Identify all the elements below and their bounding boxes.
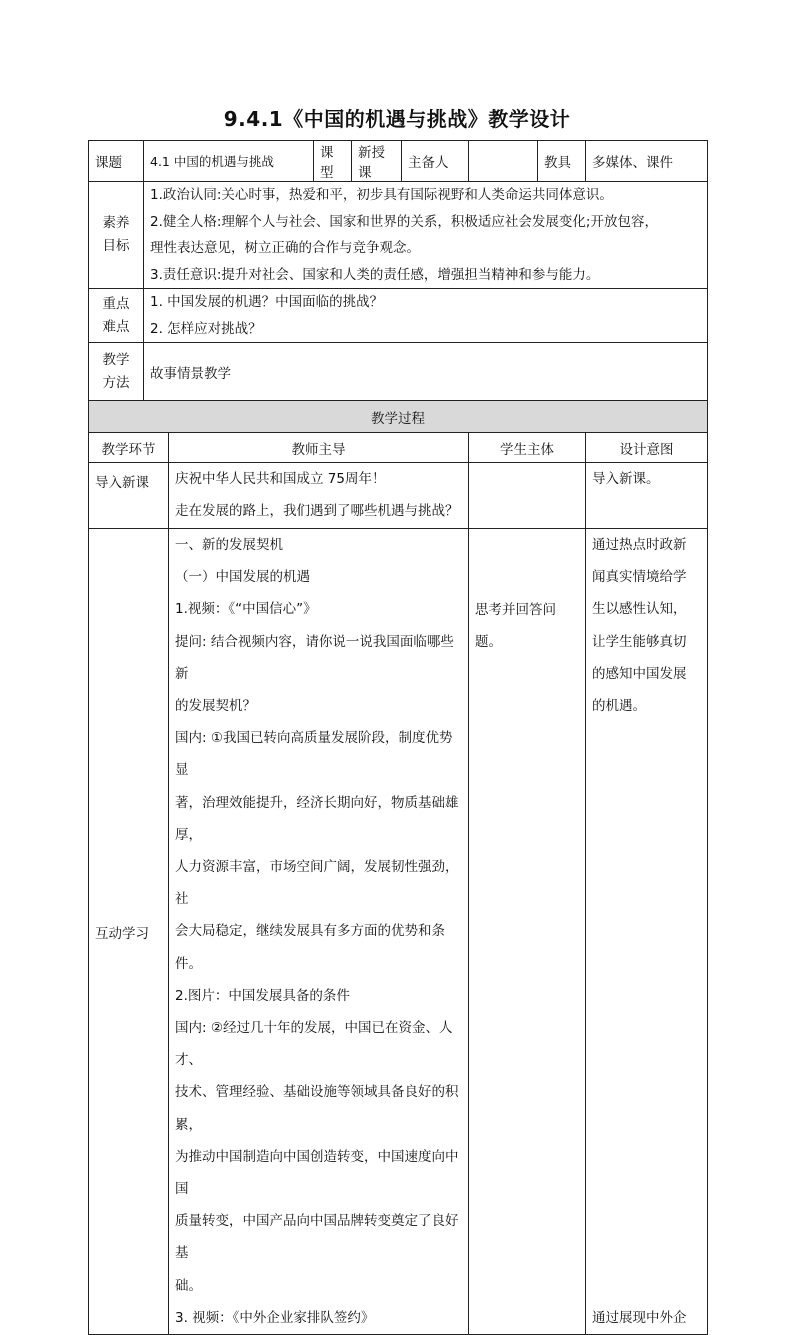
- intro-teacher-line: 庆祝中华人民共和国成立 75周年！: [175, 471, 386, 487]
- literacy-row: [89, 182, 708, 289]
- header-stage: 教学环节: [89, 433, 169, 463]
- course-value: 4.1 中国的机遇与挑战: [144, 141, 314, 182]
- method-value: 故事情景教学: [144, 343, 708, 401]
- interactive-stage: 互动学习: [89, 529, 169, 1335]
- intent-line: 通过热点时政新: [592, 537, 687, 553]
- intent-line: 的机遇。: [592, 698, 647, 715]
- literacy-label: [89, 182, 144, 289]
- key-points-content: [144, 289, 708, 343]
- interactive-intent: [586, 529, 708, 1335]
- info-row: [89, 141, 708, 182]
- method-label: [89, 343, 144, 401]
- key-point-line: 2. 怎样应对挑战？: [150, 320, 262, 337]
- teacher-line: 提问: 结合视频内容，请你说一说我国面临哪些新: [175, 633, 454, 682]
- process-section-row: [89, 401, 708, 433]
- teacher-line: 2.图片：中国发展具备的条件: [175, 987, 350, 1004]
- intent-line: 的感知中国发展: [592, 665, 687, 682]
- teacher-line: 著，治理效能提升，经济长期向好，物质基础雄厚，: [175, 794, 459, 843]
- header-teacher: 教师主导: [169, 433, 469, 463]
- interactive-student: [469, 529, 586, 1335]
- header-intent: 设计意图: [586, 433, 708, 463]
- teacher-line: 为推动中国制造向中国创造转变，中国速度向中国: [175, 1148, 459, 1198]
- teacher-line: 会大局稳定，继续发展具有多方面的优势和条件。: [175, 923, 445, 972]
- intro-intent-line: 导入新课。: [592, 471, 660, 487]
- literacy-content: [144, 182, 708, 289]
- literacy-line: 3.责任意识:提升对社会、国家和人类的责任感，增强担当精神和参与能力。: [150, 266, 600, 283]
- type-label: 课型: [314, 141, 352, 182]
- literacy-line: 理性表达意见，树立正确的合作与竞争观念。: [150, 240, 420, 256]
- intro-row: [89, 463, 708, 529]
- intent-line: 闻真实情境给学: [592, 569, 687, 586]
- method-label-line: 教学: [102, 351, 130, 368]
- page-title: 9.4.1《中国的机遇与挑战》教学设计: [223, 107, 571, 131]
- method-label-line: 方法: [102, 374, 130, 391]
- interactive-teacher: [169, 529, 469, 1335]
- intro-intent: [586, 463, 708, 529]
- method-row: [89, 343, 708, 401]
- interactive-row: [89, 529, 708, 1335]
- process-section-title: 教学过程: [89, 401, 708, 433]
- teacher-line: 国内: ①我国已转向高质量发展阶段，制度优势显: [175, 730, 453, 779]
- teacher-line: 质量转变，中国产品向中国品牌转变奠定了良好基: [175, 1213, 459, 1262]
- key-point-line: 1. 中国发展的机遇？中国面临的挑战？: [150, 294, 384, 310]
- teacher-line: 3. 视频：《中外企业家排队签约》: [175, 1309, 375, 1326]
- process-header-row: [89, 433, 708, 463]
- intro-teacher-line: 走在发展的路上，我们遇到了哪些机遇与挑战？: [175, 503, 459, 520]
- key-points-label-line: 重点: [102, 295, 130, 312]
- teacher-line: 的发展契机？: [175, 698, 256, 715]
- course-label: 课题: [89, 141, 144, 182]
- intent-line: 让学生能够真切: [592, 633, 687, 650]
- type-value: 新授课: [352, 141, 402, 182]
- preparer-label: 主备人: [402, 141, 469, 182]
- teacher-line: 国内: ②经过几十年的发展，中国已在资金、人才、: [175, 1020, 453, 1069]
- intro-teacher: [169, 463, 469, 529]
- teacher-line: 一、新的发展契机: [175, 537, 283, 553]
- key-points-label: [89, 289, 144, 343]
- header-student: 学生主体: [469, 433, 586, 463]
- intro-stage-label: 导入新课: [95, 475, 149, 491]
- intro-stage: [89, 463, 169, 529]
- literacy-label-line: 素养: [102, 215, 130, 231]
- key-points-row: [89, 289, 708, 343]
- tools-label: 教具: [538, 141, 586, 182]
- literacy-line: 2.健全人格:理解个人与社会、国家和世界的关系，积极适应社会发展变化;开放包容，: [150, 213, 658, 230]
- preparer-value: [469, 141, 538, 182]
- intent-bottom-line: 通过展现中外企: [592, 1309, 687, 1326]
- student-line: 思考并回答问: [475, 602, 557, 618]
- teacher-line: 人力资源丰富，市场空间广阔，发展韧性强劲，社: [175, 859, 459, 908]
- teacher-line: （一）中国发展的机遇: [175, 569, 310, 586]
- intro-student: [469, 463, 586, 529]
- teacher-line: 础。: [175, 1277, 202, 1294]
- teacher-line: 1.视频：《“中国信心”》: [175, 601, 317, 618]
- teacher-line: 技术、管理经验、基础设施等领域具备良好的积累，: [175, 1084, 459, 1133]
- intent-line: 生以感性认知，: [592, 601, 687, 618]
- literacy-label-line: 目标: [102, 238, 130, 254]
- tools-value: 多媒体、课件: [586, 141, 708, 182]
- key-points-label-line: 难点: [102, 318, 130, 335]
- literacy-line: 1.政治认同:关心时事，热爱和平，初步具有国际视野和人类命运共同体意识。: [150, 187, 613, 203]
- lesson-plan-table: [88, 140, 708, 1335]
- student-line: 题。: [475, 634, 503, 651]
